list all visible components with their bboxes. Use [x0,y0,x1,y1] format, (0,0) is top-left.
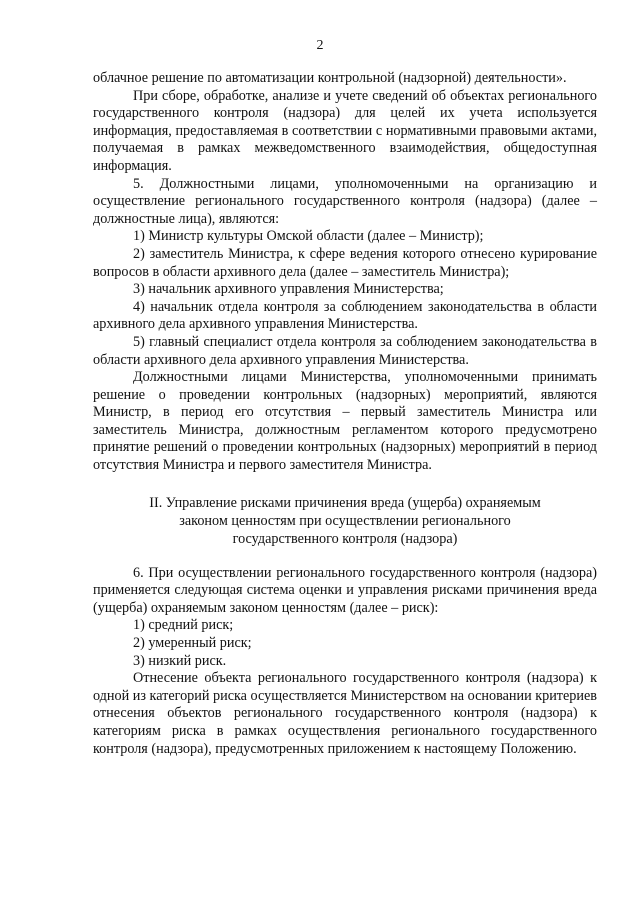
paragraph: 5. Должностными лицами, уполномоченными на организацию и осуществление регионального государственного контроля (надзора) (далее – должностные лица), являются: [93,175,597,227]
paragraph: При сборе, обработке, анализе и учете сведений об объектах регионального государственного контроля (надзора) для целей их учета используется информация, предоставляемая в соответствии с нормативными правовыми актами, получаемая в рамках межведомственного взаимодействия, общедоступная информация. [93,87,597,174]
list-item: 5) главный специалист отдела контроля за соблюдением законодательства в области архивного дела архивного управления Министерства. [93,333,597,368]
list-item: 4) начальник отдела контроля за соблюдением законодательства в области архивного дела архивного управления Министерства. [93,298,597,333]
list-item: 2) умеренный риск; [133,635,252,652]
paragraph: Отнесение объекта регионального государственного контроля (надзора) к одной из категорий риска осуществляется Министерством на основании критериев отнесения объектов регионального государственного контроля (надзора) к категориям риска в рамках осуществления регионального государственного контроля (надзора), предусмотренных приложением к настоящему Положению. [93,670,597,757]
paragraph: облачное решение по автоматизации контрольной (надзорной) деятельности». [93,70,567,86]
document-body [93,70,597,758]
section-heading-line: государственного контроля (надзора) [232,530,458,547]
paragraph: 6. При осуществлении регионального государственного контроля (надзора) применяется следующая система оценки и управления рисками причинения вреда (ущерба) охраняемым законом ценностям (далее – риск): [93,564,597,616]
page-number: 2 [316,38,324,53]
list-item: 3) низкий риск. [133,652,227,669]
list-item: 3) начальник архивного управления Министерства; [133,281,444,298]
list-item: 2) заместитель Министра, к сфере ведения которого отнесено курирование вопросов в области архивного дела (далее – заместитель Министра); [93,245,597,280]
section-heading-line: законом ценностям при осуществлении регионального [179,512,511,529]
section-heading-line: II. Управление рисками причинения вреда (ущерба) охраняемым [149,494,541,511]
section-heading [93,494,597,548]
list-item: 1) Министр культуры Омской области (далее – Министр); [133,228,484,245]
list-item: 1) средний риск; [133,617,234,634]
paragraph: Должностными лицами Министерства, уполномоченными принимать решение о проведении контрольных (надзорных) мероприятий, являются Министр, в период его отсутствия – первый заместитель Министра или заместитель Министра, должностным регламентом которого предусмотрено принятие решений о проведении контрольных (надзорных) мероприятий в период отсутствия Министра и первого заместителя Министра. [93,369,597,474]
